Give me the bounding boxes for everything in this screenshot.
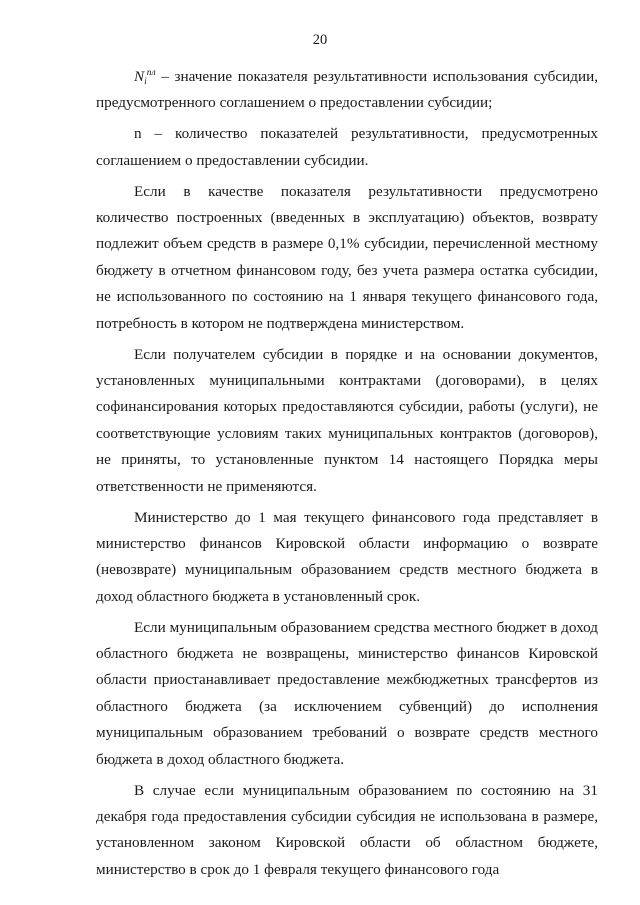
paragraph: Министерство до 1 мая текущего финансового года представляет в министерство финансов Кировской области информацию о возврате (невозврате) муниципальным образованием средств местного бюджета в доход областного бюджета в установленный срок. bbox=[96, 508, 598, 605]
formula-symbol bbox=[134, 68, 156, 85]
symbol-subscript: i bbox=[144, 77, 147, 87]
page-number: 20 bbox=[312, 32, 328, 48]
definition-text: – значение показателя результативности использования субсидии, предусмотренного соглашением о предоставлении субсидии; bbox=[96, 68, 598, 112]
document-body bbox=[96, 64, 598, 888]
definition-item-n-count bbox=[96, 121, 598, 174]
paragraph: Если в качестве показателя результативности предусмотрено количество построенных (введенных в эксплуатацию) объектов, возврату подлежит объем средств в размере 0,1% субсидии, перечисленной местному бюджету в отчетном финансовом году, без учета размера остатка субсидии, не использованного по состоянию на 1 января текущего финансового года, потребность в котором не подтверждена министерством. bbox=[96, 182, 598, 332]
definition-text: – количество показателей результативности, предусмотренных соглашением о предоставлении субсидии. bbox=[96, 125, 598, 169]
paragraph: Если получателем субсидии в порядке и на основании документов, установленных муниципальными контрактами (договорами), в целях софинансирования которых предоставляются субсидии, работы (услуги), не соответствующие условиям таких муниципальных контрактов (договоров), не приняты, то установленные пунктом 14 настоящего Порядка меры ответственности не применяются. bbox=[96, 345, 598, 495]
formula-symbol: n bbox=[134, 125, 142, 143]
definition-item-n-plan bbox=[96, 64, 598, 117]
paragraph: Если муниципальным образованием средства местного бюджет в доход областного бюджета не возвращены, министерство финансов Кировской области приостанавливает предоставление межбюджетных трансфертов из областного бюджета (за исключением субвенций) до исполнения муниципальным образованием требований о возврате средств местного бюджета в доход областного бюджета. bbox=[96, 618, 598, 768]
paragraph: В случае если муниципальным образованием по состоянию на 31 декабря года предоставления субсидии субсидия не использована в размере, установленном законом Кировской области об областном бюджете, министерство в срок до 1 февраля текущего финансового года bbox=[96, 781, 598, 878]
symbol-letter: N bbox=[134, 68, 145, 85]
symbol-superscript: пл bbox=[146, 68, 156, 78]
